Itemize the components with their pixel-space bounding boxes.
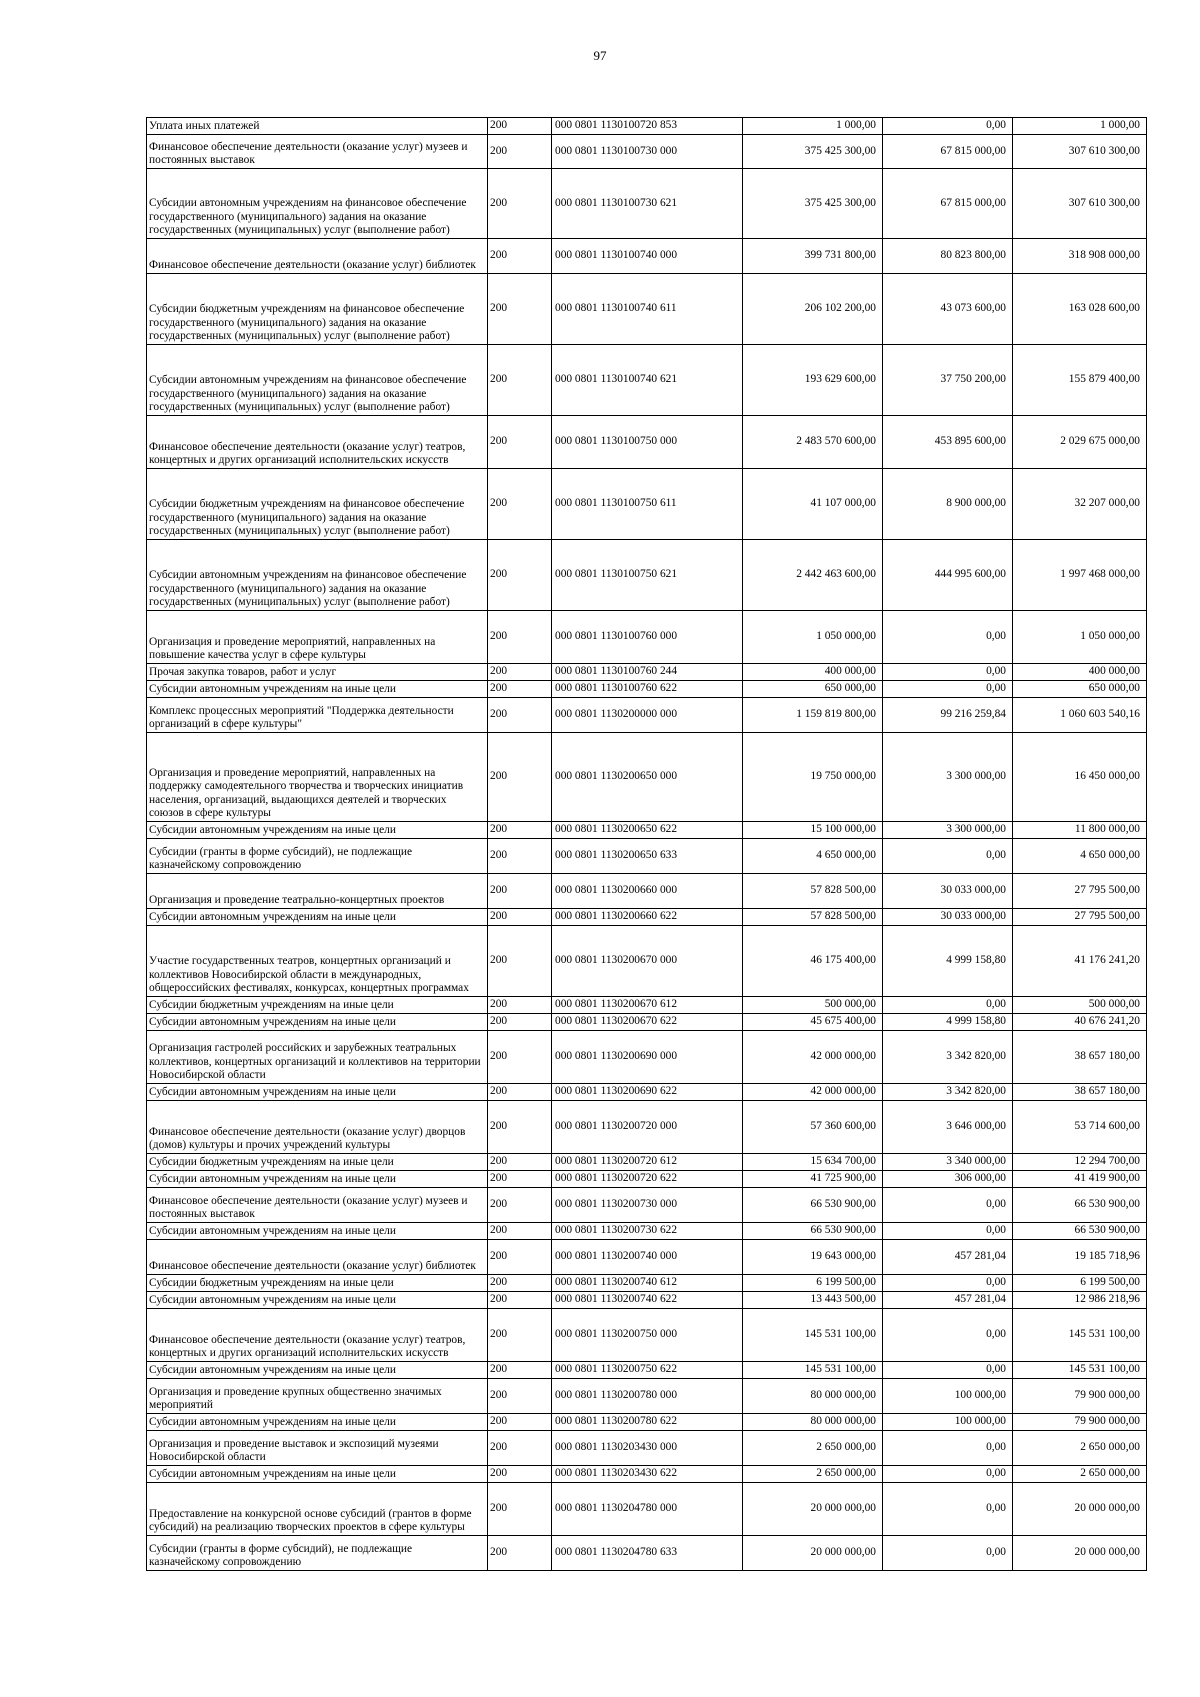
table-row xyxy=(147,1379,1147,1414)
amount-total-cell: 20 000 000,00 xyxy=(743,1536,883,1571)
classification-code-cell: 000 0801 1130100750 000 xyxy=(552,416,743,469)
table-row xyxy=(147,1188,1147,1223)
classification-code-cell: 000 0801 1130200650 000 xyxy=(552,733,743,822)
grbs-code-cell: 200 xyxy=(488,1536,552,1571)
grbs-code-cell: 200 xyxy=(488,611,552,664)
classification-code-cell: 000 0801 1130100760 000 xyxy=(552,611,743,664)
grbs-code-cell: 200 xyxy=(488,1240,552,1275)
grbs-code-cell: 200 xyxy=(488,1031,552,1084)
amount-regional-cell: 1 997 468 000,00 xyxy=(1013,540,1147,611)
amount-regional-cell: 2 650 000,00 xyxy=(1013,1466,1147,1483)
amount-federal-cell: 0,00 xyxy=(883,611,1013,664)
table-row xyxy=(147,1483,1147,1536)
budget-table xyxy=(146,117,1147,1571)
row-name-cell: Организация гастролей российских и зарубежных театральных коллективов, концертных организаций и коллективов на территории Новосибирской области xyxy=(147,1031,488,1084)
amount-total-cell: 41 725 900,00 xyxy=(743,1171,883,1188)
amount-federal-cell: 3 646 000,00 xyxy=(883,1101,1013,1154)
amount-regional-cell: 19 185 718,96 xyxy=(1013,1240,1147,1275)
classification-code-cell: 000 0801 1130200720 000 xyxy=(552,1101,743,1154)
amount-federal-cell: 0,00 xyxy=(883,1188,1013,1223)
table-row xyxy=(147,540,1147,611)
grbs-code-cell: 200 xyxy=(488,169,552,239)
row-name-cell: Финансовое обеспечение деятельности (оказание услуг) театров, концертных и других организаций исполнительских искусств xyxy=(147,1309,488,1362)
grbs-code-cell: 200 xyxy=(488,118,552,135)
grbs-code-cell: 200 xyxy=(488,274,552,345)
row-name-cell: Субсидии автономным учреждениям на иные цели xyxy=(147,1171,488,1188)
table-row xyxy=(147,1536,1147,1571)
classification-code-cell: 000 0801 1130100730 000 xyxy=(552,135,743,169)
amount-federal-cell: 30 033 000,00 xyxy=(883,909,1013,926)
amount-total-cell: 206 102 200,00 xyxy=(743,274,883,345)
amount-regional-cell: 53 714 600,00 xyxy=(1013,1101,1147,1154)
table-row xyxy=(147,469,1147,540)
table-row xyxy=(147,1309,1147,1362)
row-name-cell: Субсидии автономным учреждениям на финансовое обеспечение государственного (муниципального) задания на оказание государственных (муниципальных) услуг (выполнение работ) xyxy=(147,540,488,611)
amount-total-cell: 2 650 000,00 xyxy=(743,1466,883,1483)
amount-total-cell: 193 629 600,00 xyxy=(743,345,883,416)
classification-code-cell: 000 0801 1130200650 622 xyxy=(552,822,743,839)
classification-code-cell: 000 0801 1130200670 000 xyxy=(552,926,743,997)
classification-code-cell: 000 0801 1130200720 622 xyxy=(552,1171,743,1188)
grbs-code-cell: 200 xyxy=(488,997,552,1014)
amount-regional-cell: 66 530 900,00 xyxy=(1013,1188,1147,1223)
grbs-code-cell: 200 xyxy=(488,469,552,540)
amount-total-cell: 2 442 463 600,00 xyxy=(743,540,883,611)
amount-regional-cell: 66 530 900,00 xyxy=(1013,1223,1147,1240)
table-row xyxy=(147,1362,1147,1379)
grbs-code-cell: 200 xyxy=(488,1188,552,1223)
classification-code-cell: 000 0801 1130100740 611 xyxy=(552,274,743,345)
row-name-cell: Прочая закупка товаров, работ и услуг xyxy=(147,664,488,681)
amount-total-cell: 57 828 500,00 xyxy=(743,909,883,926)
classification-code-cell: 000 0801 1130200690 000 xyxy=(552,1031,743,1084)
amount-federal-cell: 8 900 000,00 xyxy=(883,469,1013,540)
amount-regional-cell: 12 294 700,00 xyxy=(1013,1154,1147,1171)
amount-regional-cell: 32 207 000,00 xyxy=(1013,469,1147,540)
classification-code-cell: 000 0801 1130200740 622 xyxy=(552,1292,743,1309)
grbs-code-cell: 200 xyxy=(488,1292,552,1309)
row-name-cell: Субсидии автономным учреждениям на иные цели xyxy=(147,1362,488,1379)
grbs-code-cell: 200 xyxy=(488,822,552,839)
grbs-code-cell: 200 xyxy=(488,1014,552,1031)
amount-total-cell: 399 731 800,00 xyxy=(743,239,883,274)
amount-total-cell: 400 000,00 xyxy=(743,664,883,681)
row-name-cell: Организация и проведение мероприятий, направленных на повышение качества услуг в сфере культуры xyxy=(147,611,488,664)
table-row xyxy=(147,874,1147,909)
amount-regional-cell: 20 000 000,00 xyxy=(1013,1483,1147,1536)
amount-federal-cell: 3 340 000,00 xyxy=(883,1154,1013,1171)
classification-code-cell: 000 0801 1130200660 000 xyxy=(552,874,743,909)
amount-federal-cell: 457 281,04 xyxy=(883,1292,1013,1309)
row-name-cell: Субсидии автономным учреждениям на иные цели xyxy=(147,1084,488,1101)
grbs-code-cell: 200 xyxy=(488,664,552,681)
amount-total-cell: 15 100 000,00 xyxy=(743,822,883,839)
amount-federal-cell: 43 073 600,00 xyxy=(883,274,1013,345)
classification-code-cell: 000 0801 1130200780 000 xyxy=(552,1379,743,1414)
row-name-cell: Субсидии автономным учреждениям на иные цели xyxy=(147,1223,488,1240)
amount-total-cell: 57 360 600,00 xyxy=(743,1101,883,1154)
table-row xyxy=(147,733,1147,822)
amount-regional-cell: 40 676 241,20 xyxy=(1013,1014,1147,1031)
table-row xyxy=(147,698,1147,733)
amount-federal-cell: 444 995 600,00 xyxy=(883,540,1013,611)
amount-regional-cell: 318 908 000,00 xyxy=(1013,239,1147,274)
table-row xyxy=(147,664,1147,681)
grbs-code-cell: 200 xyxy=(488,1466,552,1483)
grbs-code-cell: 200 xyxy=(488,416,552,469)
row-name-cell: Финансовое обеспечение деятельности (оказание услуг) библиотек xyxy=(147,239,488,274)
amount-regional-cell: 41 419 900,00 xyxy=(1013,1171,1147,1188)
row-name-cell: Финансовое обеспечение деятельности (оказание услуг) театров, концертных и других организаций исполнительских искусств xyxy=(147,416,488,469)
amount-regional-cell: 41 176 241,20 xyxy=(1013,926,1147,997)
row-name-cell: Финансовое обеспечение деятельности (оказание услуг) музеев и постоянных выставок xyxy=(147,135,488,169)
amount-total-cell: 2 483 570 600,00 xyxy=(743,416,883,469)
page-number: 97 xyxy=(593,48,607,63)
row-name-cell: Субсидии автономным учреждениям на иные цели xyxy=(147,1014,488,1031)
table-row xyxy=(147,1240,1147,1275)
amount-federal-cell: 0,00 xyxy=(883,1309,1013,1362)
amount-total-cell: 145 531 100,00 xyxy=(743,1309,883,1362)
grbs-code-cell: 200 xyxy=(488,345,552,416)
classification-code-cell: 000 0801 1130200780 622 xyxy=(552,1414,743,1431)
amount-federal-cell: 457 281,04 xyxy=(883,1240,1013,1275)
amount-regional-cell: 145 531 100,00 xyxy=(1013,1362,1147,1379)
amount-regional-cell: 400 000,00 xyxy=(1013,664,1147,681)
amount-total-cell: 13 443 500,00 xyxy=(743,1292,883,1309)
classification-code-cell: 000 0801 1130204780 000 xyxy=(552,1483,743,1536)
row-name-cell: Организация и проведение театрально-концертных проектов xyxy=(147,874,488,909)
grbs-code-cell: 200 xyxy=(488,1309,552,1362)
classification-code-cell: 000 0801 1130204780 633 xyxy=(552,1536,743,1571)
grbs-code-cell: 200 xyxy=(488,909,552,926)
grbs-code-cell: 200 xyxy=(488,1154,552,1171)
table-row xyxy=(147,1014,1147,1031)
amount-regional-cell: 27 795 500,00 xyxy=(1013,909,1147,926)
amount-total-cell: 4 650 000,00 xyxy=(743,839,883,874)
amount-federal-cell: 0,00 xyxy=(883,118,1013,135)
amount-regional-cell: 1 060 603 540,16 xyxy=(1013,698,1147,733)
table-row xyxy=(147,1414,1147,1431)
amount-regional-cell: 79 900 000,00 xyxy=(1013,1379,1147,1414)
amount-regional-cell: 6 199 500,00 xyxy=(1013,1275,1147,1292)
row-name-cell: Субсидии (гранты в форме субсидий), не подлежащие казначейскому сопровождению xyxy=(147,1536,488,1571)
amount-regional-cell: 307 610 300,00 xyxy=(1013,135,1147,169)
amount-total-cell: 57 828 500,00 xyxy=(743,874,883,909)
amount-federal-cell: 0,00 xyxy=(883,681,1013,698)
classification-code-cell: 000 0801 1130100750 611 xyxy=(552,469,743,540)
amount-total-cell: 1 000,00 xyxy=(743,118,883,135)
table-row xyxy=(147,1031,1147,1084)
row-name-cell: Комплекс процессных мероприятий "Поддержка деятельности организаций в сфере культуры" xyxy=(147,698,488,733)
grbs-code-cell: 200 xyxy=(488,733,552,822)
grbs-code-cell: 200 xyxy=(488,1223,552,1240)
amount-federal-cell: 0,00 xyxy=(883,1275,1013,1292)
row-name-cell: Субсидии (гранты в форме субсидий), не подлежащие казначейскому сопровождению xyxy=(147,839,488,874)
classification-code-cell: 000 0801 1130200000 000 xyxy=(552,698,743,733)
amount-total-cell: 145 531 100,00 xyxy=(743,1362,883,1379)
classification-code-cell: 000 0801 1130200720 612 xyxy=(552,1154,743,1171)
table-row xyxy=(147,926,1147,997)
amount-total-cell: 1 159 819 800,00 xyxy=(743,698,883,733)
row-name-cell: Уплата иных платежей xyxy=(147,118,488,135)
table-row xyxy=(147,909,1147,926)
classification-code-cell: 000 0801 1130200740 000 xyxy=(552,1240,743,1275)
table-row xyxy=(147,1171,1147,1188)
classification-code-cell: 000 0801 1130203430 000 xyxy=(552,1431,743,1466)
amount-total-cell: 80 000 000,00 xyxy=(743,1414,883,1431)
grbs-code-cell: 200 xyxy=(488,926,552,997)
table-row xyxy=(147,839,1147,874)
amount-federal-cell: 0,00 xyxy=(883,1483,1013,1536)
amount-regional-cell: 27 795 500,00 xyxy=(1013,874,1147,909)
amount-federal-cell: 453 895 600,00 xyxy=(883,416,1013,469)
amount-regional-cell: 145 531 100,00 xyxy=(1013,1309,1147,1362)
amount-total-cell: 45 675 400,00 xyxy=(743,1014,883,1031)
classification-code-cell: 000 0801 1130203430 622 xyxy=(552,1466,743,1483)
table-body xyxy=(147,118,1147,1571)
grbs-code-cell: 200 xyxy=(488,1362,552,1379)
row-name-cell: Субсидии автономным учреждениям на иные цели xyxy=(147,1292,488,1309)
amount-federal-cell: 99 216 259,84 xyxy=(883,698,1013,733)
amount-total-cell: 42 000 000,00 xyxy=(743,1031,883,1084)
amount-federal-cell: 0,00 xyxy=(883,1431,1013,1466)
amount-federal-cell: 67 815 000,00 xyxy=(883,135,1013,169)
table-row xyxy=(147,274,1147,345)
row-name-cell: Субсидии автономным учреждениям на финансовое обеспечение государственного (муниципального) задания на оказание государственных (муниципальных) услуг (выполнение работ) xyxy=(147,169,488,239)
table-row xyxy=(147,1154,1147,1171)
grbs-code-cell: 200 xyxy=(488,1171,552,1188)
amount-total-cell: 500 000,00 xyxy=(743,997,883,1014)
amount-total-cell: 375 425 300,00 xyxy=(743,169,883,239)
amount-total-cell: 46 175 400,00 xyxy=(743,926,883,997)
amount-regional-cell: 11 800 000,00 xyxy=(1013,822,1147,839)
table-row xyxy=(147,1275,1147,1292)
amount-federal-cell: 4 999 158,80 xyxy=(883,926,1013,997)
amount-regional-cell: 38 657 180,00 xyxy=(1013,1084,1147,1101)
classification-code-cell: 000 0801 1130100730 621 xyxy=(552,169,743,239)
amount-total-cell: 650 000,00 xyxy=(743,681,883,698)
amount-federal-cell: 100 000,00 xyxy=(883,1414,1013,1431)
amount-federal-cell: 0,00 xyxy=(883,997,1013,1014)
amount-federal-cell: 67 815 000,00 xyxy=(883,169,1013,239)
row-name-cell: Организация и проведение крупных общественно значимых мероприятий xyxy=(147,1379,488,1414)
amount-regional-cell: 4 650 000,00 xyxy=(1013,839,1147,874)
amount-federal-cell: 0,00 xyxy=(883,839,1013,874)
table-row xyxy=(147,118,1147,135)
row-name-cell: Субсидии автономным учреждениям на иные цели xyxy=(147,822,488,839)
amount-regional-cell: 1 050 000,00 xyxy=(1013,611,1147,664)
row-name-cell: Субсидии автономным учреждениям на иные цели xyxy=(147,909,488,926)
amount-regional-cell: 16 450 000,00 xyxy=(1013,733,1147,822)
amount-federal-cell: 4 999 158,80 xyxy=(883,1014,1013,1031)
amount-regional-cell: 79 900 000,00 xyxy=(1013,1414,1147,1431)
amount-total-cell: 375 425 300,00 xyxy=(743,135,883,169)
table-row xyxy=(147,1292,1147,1309)
amount-regional-cell: 2 029 675 000,00 xyxy=(1013,416,1147,469)
classification-code-cell: 000 0801 1130200670 612 xyxy=(552,997,743,1014)
table-row xyxy=(147,997,1147,1014)
amount-federal-cell: 3 300 000,00 xyxy=(883,733,1013,822)
grbs-code-cell: 200 xyxy=(488,839,552,874)
amount-federal-cell: 306 000,00 xyxy=(883,1171,1013,1188)
grbs-code-cell: 200 xyxy=(488,1483,552,1536)
grbs-code-cell: 200 xyxy=(488,135,552,169)
amount-total-cell: 6 199 500,00 xyxy=(743,1275,883,1292)
amount-regional-cell: 1 000,00 xyxy=(1013,118,1147,135)
classification-code-cell: 000 0801 1130200740 612 xyxy=(552,1275,743,1292)
row-name-cell: Финансовое обеспечение деятельности (оказание услуг) библиотек xyxy=(147,1240,488,1275)
row-name-cell: Субсидии бюджетным учреждениям на иные цели xyxy=(147,1154,488,1171)
row-name-cell: Субсидии бюджетным учреждениям на финансовое обеспечение государственного (муниципального) задания на оказание государственных (муниципальных) услуг (выполнение работ) xyxy=(147,469,488,540)
amount-regional-cell: 12 986 218,96 xyxy=(1013,1292,1147,1309)
amount-total-cell: 66 530 900,00 xyxy=(743,1188,883,1223)
grbs-code-cell: 200 xyxy=(488,239,552,274)
amount-federal-cell: 0,00 xyxy=(883,1362,1013,1379)
grbs-code-cell: 200 xyxy=(488,540,552,611)
row-name-cell: Организация и проведение мероприятий, направленных на поддержку самодеятельного творчества и творческих инициатив населения, организаций, выдающихся деятелей и творческих союзов в сфере культуры xyxy=(147,733,488,822)
amount-federal-cell: 100 000,00 xyxy=(883,1379,1013,1414)
row-name-cell: Финансовое обеспечение деятельности (оказание услуг) музеев и постоянных выставок xyxy=(147,1188,488,1223)
table-row xyxy=(147,1431,1147,1466)
row-name-cell: Субсидии автономным учреждениям на иные цели xyxy=(147,1414,488,1431)
amount-regional-cell: 2 650 000,00 xyxy=(1013,1431,1147,1466)
amount-regional-cell: 500 000,00 xyxy=(1013,997,1147,1014)
table-row xyxy=(147,239,1147,274)
classification-code-cell: 000 0801 1130200670 622 xyxy=(552,1014,743,1031)
row-name-cell: Финансовое обеспечение деятельности (оказание услуг) дворцов (домов) культуры и прочих учреждений культуры xyxy=(147,1101,488,1154)
amount-regional-cell: 307 610 300,00 xyxy=(1013,169,1147,239)
table-row xyxy=(147,1084,1147,1101)
amount-federal-cell: 0,00 xyxy=(883,1223,1013,1240)
amount-total-cell: 66 530 900,00 xyxy=(743,1223,883,1240)
amount-total-cell: 20 000 000,00 xyxy=(743,1483,883,1536)
grbs-code-cell: 200 xyxy=(488,874,552,909)
table-row xyxy=(147,345,1147,416)
table-row xyxy=(147,681,1147,698)
amount-total-cell: 2 650 000,00 xyxy=(743,1431,883,1466)
amount-federal-cell: 0,00 xyxy=(883,664,1013,681)
row-name-cell: Субсидии бюджетным учреждениям на иные цели xyxy=(147,997,488,1014)
table-row xyxy=(147,822,1147,839)
amount-regional-cell: 20 000 000,00 xyxy=(1013,1536,1147,1571)
classification-code-cell: 000 0801 1130100760 622 xyxy=(552,681,743,698)
table-row xyxy=(147,1466,1147,1483)
amount-regional-cell: 163 028 600,00 xyxy=(1013,274,1147,345)
row-name-cell: Организация и проведение выставок и экспозиций музеями Новосибирской области xyxy=(147,1431,488,1466)
amount-total-cell: 15 634 700,00 xyxy=(743,1154,883,1171)
classification-code-cell: 000 0801 1130200750 000 xyxy=(552,1309,743,1362)
classification-code-cell: 000 0801 1130200730 000 xyxy=(552,1188,743,1223)
amount-federal-cell: 0,00 xyxy=(883,1536,1013,1571)
grbs-code-cell: 200 xyxy=(488,1084,552,1101)
classification-code-cell: 000 0801 1130200730 622 xyxy=(552,1223,743,1240)
classification-code-cell: 000 0801 1130100740 621 xyxy=(552,345,743,416)
amount-total-cell: 19 643 000,00 xyxy=(743,1240,883,1275)
row-name-cell: Субсидии автономным учреждениям на иные цели xyxy=(147,681,488,698)
classification-code-cell: 000 0801 1130100740 000 xyxy=(552,239,743,274)
classification-code-cell: 000 0801 1130200750 622 xyxy=(552,1362,743,1379)
table-row xyxy=(147,1223,1147,1240)
amount-federal-cell: 3 342 820,00 xyxy=(883,1031,1013,1084)
amount-federal-cell: 30 033 000,00 xyxy=(883,874,1013,909)
row-name-cell: Субсидии автономным учреждениям на финансовое обеспечение государственного (муниципального) задания на оказание государственных (муниципальных) услуг (выполнение работ) xyxy=(147,345,488,416)
table-row xyxy=(147,169,1147,239)
grbs-code-cell: 200 xyxy=(488,1101,552,1154)
classification-code-cell: 000 0801 1130100750 621 xyxy=(552,540,743,611)
table-row xyxy=(147,1101,1147,1154)
classification-code-cell: 000 0801 1130200660 622 xyxy=(552,909,743,926)
amount-total-cell: 1 050 000,00 xyxy=(743,611,883,664)
grbs-code-cell: 200 xyxy=(488,1431,552,1466)
grbs-code-cell: 200 xyxy=(488,698,552,733)
grbs-code-cell: 200 xyxy=(488,1275,552,1292)
grbs-code-cell: 200 xyxy=(488,681,552,698)
table-row xyxy=(147,135,1147,169)
amount-total-cell: 80 000 000,00 xyxy=(743,1379,883,1414)
row-name-cell: Участие государственных театров, концертных организаций и коллективов Новосибирской области в международных, общероссийских фестивалях, конкурсах, концертных программах xyxy=(147,926,488,997)
amount-total-cell: 41 107 000,00 xyxy=(743,469,883,540)
table-row xyxy=(147,416,1147,469)
amount-regional-cell: 38 657 180,00 xyxy=(1013,1031,1147,1084)
amount-federal-cell: 0,00 xyxy=(883,1466,1013,1483)
amount-regional-cell: 650 000,00 xyxy=(1013,681,1147,698)
classification-code-cell: 000 0801 1130200690 622 xyxy=(552,1084,743,1101)
grbs-code-cell: 200 xyxy=(488,1379,552,1414)
row-name-cell: Предоставление на конкурсной основе субсидий (грантов в форме субсидий) на реализацию творческих проектов в сфере культуры xyxy=(147,1483,488,1536)
amount-total-cell: 19 750 000,00 xyxy=(743,733,883,822)
classification-code-cell: 000 0801 1130100720 853 xyxy=(552,118,743,135)
amount-federal-cell: 3 342 820,00 xyxy=(883,1084,1013,1101)
grbs-code-cell: 200 xyxy=(488,1414,552,1431)
classification-code-cell: 000 0801 1130100760 244 xyxy=(552,664,743,681)
amount-total-cell: 42 000 000,00 xyxy=(743,1084,883,1101)
amount-federal-cell: 3 300 000,00 xyxy=(883,822,1013,839)
classification-code-cell: 000 0801 1130200650 633 xyxy=(552,839,743,874)
row-name-cell: Субсидии автономным учреждениям на иные цели xyxy=(147,1466,488,1483)
row-name-cell: Субсидии бюджетным учреждениям на финансовое обеспечение государственного (муниципального) задания на оказание государственных (муниципальных) услуг (выполнение работ) xyxy=(147,274,488,345)
amount-federal-cell: 80 823 800,00 xyxy=(883,239,1013,274)
table-row xyxy=(147,611,1147,664)
amount-regional-cell: 155 879 400,00 xyxy=(1013,345,1147,416)
amount-federal-cell: 37 750 200,00 xyxy=(883,345,1013,416)
row-name-cell: Субсидии бюджетным учреждениям на иные цели xyxy=(147,1275,488,1292)
